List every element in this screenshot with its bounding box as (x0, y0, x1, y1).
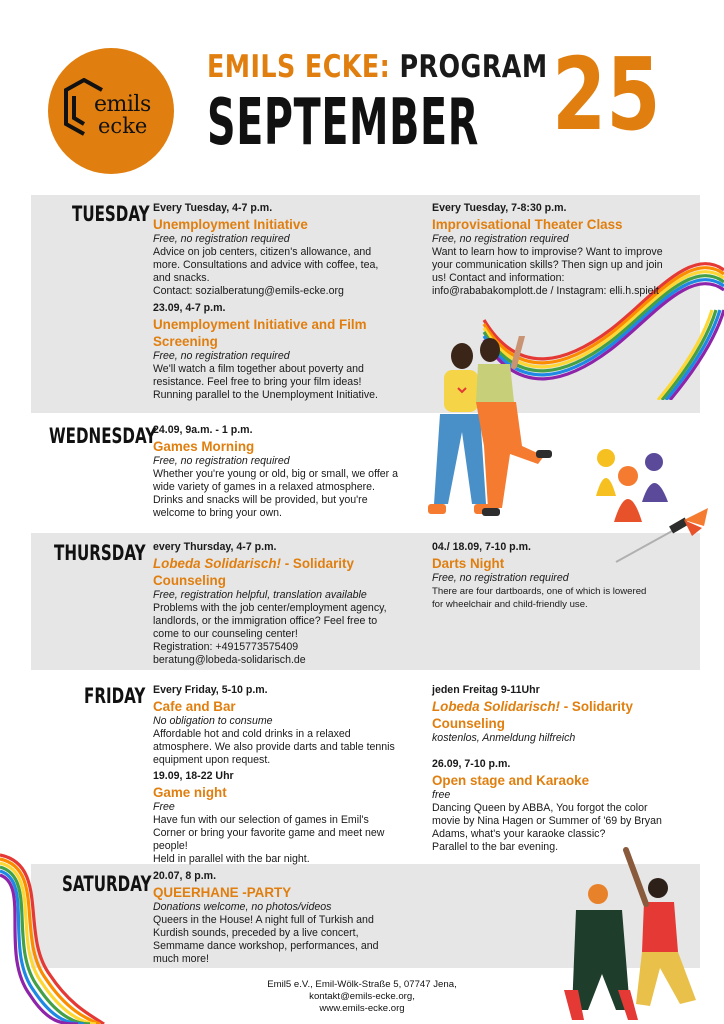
program-header (207, 49, 548, 85)
event-time: 26.09, 7-10 p.m. (432, 758, 511, 770)
event-desc-line: Dancing Queen by ABBA, You forgot the color (432, 802, 648, 814)
event-title-line2: Counseling (153, 573, 226, 588)
day-label-saturday: SATURDAY (62, 872, 152, 896)
event-time: Every Tuesday, 7-8:30 p.m. (432, 202, 567, 214)
event-desc-line: welcome to bring your own. (153, 507, 282, 519)
event-contact[interactable]: beratung@lobeda-solidarisch.de (153, 654, 306, 666)
event-unemployment-initiative (153, 202, 423, 298)
event-title: Darts Night (432, 556, 505, 571)
event-meta: Free (153, 801, 175, 813)
event-desc-line: movie by Nina Hagen or Summer of '69 by Bryan (432, 815, 662, 827)
event-title-rest: - Solidarity (559, 699, 633, 714)
event-desc-line: come to our counseling center! (153, 628, 298, 640)
event-desc-line: equipment upon request. (153, 754, 271, 766)
event-time: 23.09, 4-7 p.m. (153, 302, 226, 314)
event-desc-line: much more! (153, 953, 209, 965)
event-solidarity-counseling-friday (432, 684, 700, 745)
event-title: Improvisational Theater Class (432, 217, 623, 232)
event-title: Open stage and Karaoke (432, 773, 590, 788)
event-desc-line: wide variety of games in a relaxed atmosphere. (153, 481, 375, 493)
event-phone[interactable]: Registration: +4915773575409 (153, 641, 299, 653)
event-desc-line: people! (153, 840, 188, 852)
event-desc-line: Want to learn how to improvise? Want to improve (432, 246, 663, 258)
event-meta: kostenlos, Anmeldung hilfreich (432, 732, 576, 744)
event-title: QUEERHANE -PARTY (153, 885, 292, 900)
event-desc-line: your communication skills? Then sign up and join (432, 259, 663, 271)
logo (48, 48, 174, 174)
event-desc-line: Parallel to the bar evening. (432, 841, 559, 853)
event-time: Every Friday, 5-10 p.m. (153, 684, 268, 696)
event-title: Game night (153, 785, 227, 800)
event-desc-line: for wheelchair and child-friendly use. (432, 599, 588, 610)
event-title-rest: - Solidarity (280, 556, 354, 571)
event-improv-theater (432, 202, 700, 298)
event-desc-line: Problems with the job center/employment agency, (153, 602, 387, 614)
event-desc-line: Advice on job centers, citizen's allowance, and (153, 246, 372, 258)
event-desc-line: more. Consultations and advice with coffee, tea, (153, 259, 379, 271)
event-title: Games Morning (153, 439, 255, 454)
event-desc-line: and snacks. (153, 272, 210, 284)
event-desc-line: Running parallel to the Unemployment Initiative. (153, 389, 378, 401)
footer (0, 979, 724, 1015)
event-film-screening (153, 302, 423, 402)
event-solidarity-counseling-thursday (153, 541, 423, 667)
event-title-italic: Lobeda Solidarisch! (153, 556, 281, 571)
event-time: 20.07, 8 p.m. (153, 870, 217, 882)
logo-text-emils: emils (94, 92, 151, 117)
event-desc-line: Have fun with our selection of games in Emil's (153, 814, 369, 826)
event-darts-night (432, 541, 700, 611)
event-meta: Free, registration helpful, translation available (153, 589, 367, 601)
event-desc-line: Kurdish sounds, preceded by a live concert, (153, 927, 359, 939)
event-desc-line: Semmame dance workshop, performances, and (153, 940, 379, 952)
event-title-italic: Lobeda Solidarisch! (432, 699, 560, 714)
event-games-morning (153, 424, 423, 520)
footer-address: Emil5 e.V., Emil-Wölk-Straße 5, 07747 Jena, (267, 979, 457, 990)
event-game-night (153, 770, 423, 866)
event-meta: Free, no registration required (432, 572, 569, 584)
header-prefix: EMILS ECKE: (207, 49, 391, 85)
event-desc-line: Held in parallel with the bar night. (153, 853, 310, 865)
event-contact[interactable]: info@rababakomplott.de / Instagram: elli.h.spielt (432, 285, 659, 297)
event-title: Cafe and Bar (153, 699, 236, 714)
event-desc-line: Corner or bring your favorite game and meet new (153, 827, 385, 839)
header-suffix: PROGRAM (399, 49, 548, 85)
event-queerhane-party (153, 870, 423, 966)
event-meta: Free, no registration required (153, 350, 290, 362)
event-desc-line: There are four dartboards, one of which is lowered (432, 586, 647, 597)
event-contact[interactable]: Contact: sozialberatung@emils-ecke.org (153, 285, 344, 297)
event-meta: Free, no registration required (432, 233, 569, 245)
event-desc-line: Queers in the House! A night full of Turkish and (153, 914, 374, 926)
day-label-tuesday: TUESDAY (72, 202, 150, 226)
event-meta: Free, no registration required (153, 455, 290, 467)
event-open-stage-karaoke (432, 758, 700, 854)
event-cafe-and-bar (153, 684, 423, 767)
event-title: Unemployment Initiative (153, 217, 308, 232)
day-label-friday: FRIDAY (84, 684, 146, 708)
event-title (432, 698, 700, 715)
event-desc-line: resistance. Feel free to bring your film ideas! (153, 376, 362, 388)
event-desc-line: Adams, what's your karaoke classic? (432, 828, 606, 840)
event-time: Every Tuesday, 4-7 p.m. (153, 202, 273, 214)
event-time: every Thursday, 4-7 p.m. (153, 541, 277, 553)
event-title-line: Screening (153, 334, 218, 349)
event-desc-line: Affordable hot and cold drinks in a relaxed (153, 728, 351, 740)
event-meta: No obligation to consume (153, 715, 273, 727)
day-label-wednesday: WEDNESDAY (49, 424, 157, 448)
event-desc-line: us! Contact and information: (432, 272, 565, 284)
event-desc-line: atmosphere. We also provide darts and table tennis (153, 741, 395, 753)
event-desc-line: Drinks and snacks will be provided, but you're (153, 494, 368, 506)
event-title (153, 555, 423, 572)
event-time: 04./ 18.09, 7-10 p.m. (432, 541, 531, 553)
event-desc-line: We'll watch a film together about poverty and (153, 363, 364, 375)
event-meta: free (432, 789, 451, 801)
event-meta: Donations welcome, no photos/videos (153, 901, 332, 913)
footer-website[interactable]: www.emils-ecke.org (319, 1003, 405, 1014)
event-time: jeden Freitag 9-11Uhr (432, 684, 540, 696)
logo-text-ecke: ecke (98, 114, 148, 138)
event-time: 19.09, 18-22 Uhr (153, 770, 234, 782)
event-desc-line: landlords, or the immigration office? Feel free to (153, 615, 378, 627)
couple-illustration (418, 336, 558, 530)
event-meta: Free, no registration required (153, 233, 290, 245)
day-label-thursday: THURSDAY (54, 541, 146, 565)
event-desc-line: Whether you're young or old, big or small, we offer a (153, 468, 399, 480)
event-title-line: Unemployment Initiative and Film (153, 317, 367, 332)
year-number: 25 (552, 36, 661, 153)
event-time: 24.09, 9a.m. - 1 p.m. (153, 424, 253, 436)
month-title: SEPTEMBER (207, 86, 479, 160)
footer-email[interactable]: kontakt@emils-ecke.org, (309, 991, 415, 1002)
event-title-line2: Counseling (432, 716, 505, 731)
